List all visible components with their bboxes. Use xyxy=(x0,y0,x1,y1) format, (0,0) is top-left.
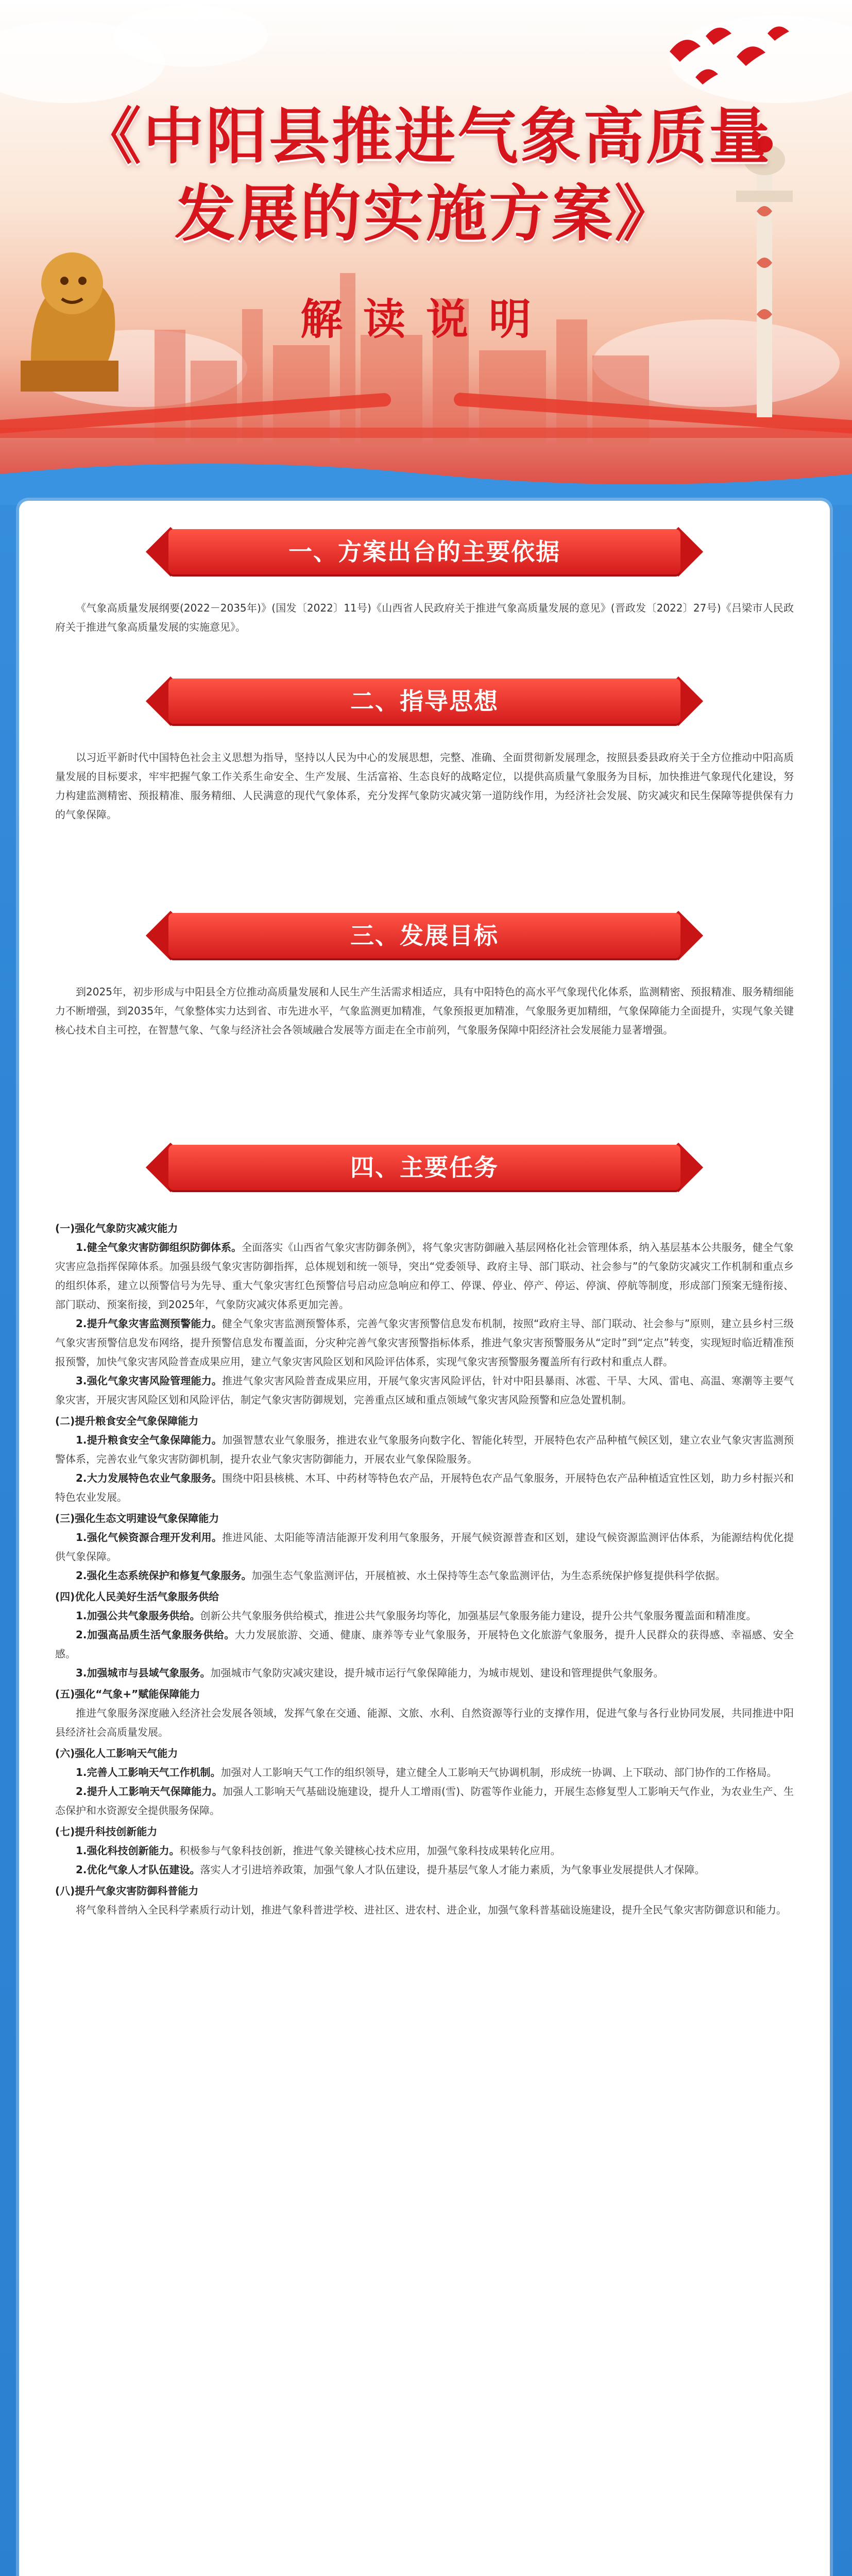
section-heading-tasks xyxy=(168,1145,680,1190)
section-body-goals xyxy=(55,982,794,1040)
item-lead: 2.加强高品质生活气象服务供给。 xyxy=(76,1629,235,1641)
paragraph xyxy=(55,1860,794,1879)
item-text: 加强城市气象防灾减灾建设，提升城市运行气象保障能力，为城市规划、建设和管理提供气象服务。 xyxy=(210,1667,664,1679)
paragraph xyxy=(55,1841,794,1860)
item-lead: 3.强化气象灾害风险管理能力。 xyxy=(76,1375,223,1387)
section-heading-goals xyxy=(168,913,680,958)
subsection-heading: (七)提升科技创新能力 xyxy=(55,1825,158,1838)
section-title: 一、方案出台的主要依据 xyxy=(288,538,560,566)
paragraph xyxy=(55,1704,794,1742)
subsection-heading: (八)提升气象灾害防御科普能力 xyxy=(55,1885,199,1897)
item-text: 落实人才引进培养政策，加强气象人才队伍建设，提升基层气象人才能力素质，为气象事业发展提供人才保障。 xyxy=(200,1863,705,1876)
paragraph xyxy=(55,1763,794,1782)
item-lead: 1.完善人工影响天气工作机制。 xyxy=(76,1766,221,1778)
item-text: 加强对人工影响天气工作的组织领导，建立健全人工影响天气协调机制，形成统一协调、上下联动、部门协作的工作格局。 xyxy=(220,1766,777,1778)
item-lead: 1.提升粮食安全气象保障能力。 xyxy=(76,1434,223,1446)
item-text: 大力发展旅游、交通、健康、康养等专业气象服务，开展特色文化旅游气象服务，提升人民群众的获得感、幸福感、安全感。 xyxy=(55,1629,794,1660)
item-text: 加强智慧农业气象服务，推进农业气象服务向数字化、智能化转型，开展特色农产品种植气候区划，建立农业气象灾害监测预警体系，完善农业气象灾害防御机制，提升农业气象灾害防御能力，开展农业气象保险服务。 xyxy=(55,1434,794,1465)
item-lead: 2.提升人工影响天气保障能力。 xyxy=(76,1785,223,1798)
city-silhouette xyxy=(361,335,422,443)
paragraph xyxy=(55,1371,794,1410)
paragraph xyxy=(55,1238,794,1314)
title-line-1: 《中阳县推进气象高质量 xyxy=(80,100,772,172)
wave-divider xyxy=(0,453,852,505)
subsection-heading: (二)提升粮食安全气象保障能力 xyxy=(55,1415,199,1427)
paragraph xyxy=(55,1606,794,1625)
header-banner xyxy=(0,0,852,505)
item-lead: 2.大力发展特色农业气象服务。 xyxy=(76,1472,223,1484)
section-heading-basis xyxy=(168,529,680,574)
city-silhouette xyxy=(155,330,185,443)
paragraph xyxy=(55,1664,794,1683)
paragraph xyxy=(55,1528,794,1566)
section-body-tasks xyxy=(55,1217,794,1920)
item-text: 推进气象灾害风险普查成果应用，开展气象灾害风险评估，针对中阳县暴雨、冰雹、干旱、大风、雷电、高温、寒潮等主要气象灾害，开展灾害风险区划和风险评估，制定气象灾害防御规划，完善重点区域和重点领域气象灾害风险预警和应急处置机制。 xyxy=(55,1375,794,1406)
item-text: 将气象科普纳入全民科学素质行动计划，推进气象科普进学校、进社区、进农村、进企业，加强气象科普基础设施建设，提升全民气象灾害防御意识和能力。 xyxy=(76,1904,787,1916)
item-lead: 1.加强公共气象服务供给。 xyxy=(76,1609,200,1622)
doves-icon xyxy=(664,21,798,93)
item-text: 加强人工影响天气基础设施建设，提升人工增雨(雪)、防雹等作业能力，开展生态修复型人工影响天气作业，为农业生产、生态保护和水资源安全提供服务保障。 xyxy=(55,1785,794,1817)
item-text: 创新公共气象服务供给模式，推进公共气象服务均等化，加强基层气象服务能力建设，提升公共气象服务覆盖面和精准度。 xyxy=(200,1609,757,1622)
section-title: 四、主要任务 xyxy=(350,1154,499,1181)
paragraph: 《气象高质量发展纲要(2022－2035年)》(国发〔2022〕11号)《山西省人民政府关于推进气象高质量发展的意见》(晋政发〔2022〕27号)《吕梁市人民政府关于推进气象高质量发展的实施意见》。 xyxy=(55,602,794,633)
content-panel xyxy=(19,501,830,2576)
subsection-heading: (四)优化人民美好生活气象服务供给 xyxy=(55,1590,219,1603)
section-body-basis xyxy=(55,599,794,637)
paragraph xyxy=(55,1901,794,1920)
paragraph xyxy=(55,1782,794,1820)
item-lead: 2.强化生态系统保护和修复气象服务。 xyxy=(76,1569,252,1582)
paragraph xyxy=(55,1431,794,1469)
section-title: 二、指导思想 xyxy=(350,687,499,715)
subtitle: 解读说明 xyxy=(300,295,552,344)
paragraph xyxy=(55,1625,794,1664)
item-lead: 1.强化科技创新能力。 xyxy=(76,1844,180,1857)
item-text: 积极参与气象科技创新，推进气象关键核心技术应用，加强气象科技成果转化应用。 xyxy=(179,1844,561,1857)
subsection-heading: (五)强化“气象+”赋能保障能力 xyxy=(55,1688,200,1700)
item-lead: 3.加强城市与县域气象服务。 xyxy=(76,1667,211,1679)
ribbon-decoration xyxy=(0,428,852,438)
item-text: 全面落实《山西省气象灾害防御条例》，将气象灾害防御融入基层网格化社会管理体系，纳入基层基本公共服务，健全气象灾害应急指挥保障体系。加强县级气象灾害防御指挥，总体规划和统一领导，突出“党委领导、政府主导、部门联动、社会参与”的气象防灾减灾工作机制和重点乡的组织体系，建立以预警信号为先导、重大气象灾害红色预警信号启动应急响应和停工、停课、停业、停产、停运、停演、停航等制度，形成部门预案无缝衔接、部门联动、预案衔接，到2025年，气象防灾减灾体系更加完善。 xyxy=(55,1241,794,1311)
item-lead: 2.提升气象灾害监测预警能力。 xyxy=(76,1317,222,1330)
paragraph xyxy=(55,1314,794,1371)
item-text: 健全气象灾害监测预警体系，完善气象灾害预警信息发布机制，按照“政府主导、部门联动、社会参与”原则，建立县乡村三级气象灾害预警信息发布网络，提升预警信息发布覆盖面，分灾种完善气象灾害预警指标体系，推进气象灾害预警服务从“定时”到“定点”转变，实现短时临近精准预报预警，加快气象灾害风险普查成果应用，建立气象灾害风险区划和风险评估体系，实现气象灾害预警服务覆盖所有行政村和重点人群。 xyxy=(55,1317,794,1368)
section-body-guidance xyxy=(55,748,794,824)
item-text: 加强生态气象监测评估，开展植被、水土保持等生态气象监测评估，为生态系统保护修复提供科学依据。 xyxy=(251,1569,726,1582)
title-line-2: 发展的实施方案》 xyxy=(174,178,677,249)
subsection-heading: (六)强化人工影响天气能力 xyxy=(55,1747,178,1759)
paragraph xyxy=(55,1566,794,1585)
subsection-heading: (一)强化气象防灾减灾能力 xyxy=(55,1222,178,1234)
section-heading-guidance xyxy=(168,679,680,724)
item-lead: 2.优化气象人才队伍建设。 xyxy=(76,1863,200,1876)
subsection-heading: (三)强化生态文明建设气象保障能力 xyxy=(55,1512,219,1524)
item-text: 围绕中阳县核桃、木耳、中药材等特色农产品，开展特色农产品气象服务，开展特色农产品种植适宜性区划，助力乡村振兴和特色农业发展。 xyxy=(55,1472,794,1503)
item-text: 推进气象服务深度融入经济社会发展各领域，发挥气象在交通、能源、文旅、水利、自然资源等行业的支撑作用，促进气象与各行业协同发展，共同推进中阳县经济社会高质量发展。 xyxy=(55,1707,794,1738)
section-title: 三、发展目标 xyxy=(350,922,499,950)
cloud-decoration xyxy=(113,5,268,67)
paragraph xyxy=(55,1469,794,1507)
item-text: 推进风能、太阳能等清洁能源开发利用气象服务，开展气候资源普查和区划，建设气候资源监测评估体系，为能源结构优化提供气象保障。 xyxy=(55,1531,794,1563)
item-lead: 1.健全气象灾害防御组织防御体系。 xyxy=(76,1241,242,1253)
paragraph: 以习近平新时代中国特色社会主义思想为指导，坚持以人民为中心的发展思想，完整、准确、全面贯彻新发展理念，按照县委县政府关于全方位推动中阳高质量发展的目标要求，牢牢把握气象工作关系生命安全、生产发展、生活富裕、生态良好的战略定位，以提供高质量气象服务为目标，加快推进气象现代化建设，努力构建监测精密、预报精准、服务精细、人民满意的现代气象体系，充分发挥气象防灾减灾第一道防线作用，为经济社会发展、防灾减灾和民生保障等提供保有力的气象保障。 xyxy=(55,751,794,821)
paragraph: 到2025年，初步形成与中阳县全方位推动高质量发展和人民生产生活需求相适应，具有中阳特色的高水平气象现代化体系，监测精密、预报精准、服务精细能力不断增强，到2035年，气象整体实力达到省、市先进水平，气象监测更加精准，气象预报更加精准，气象服务更加精细，气象保障能力全面提升，实现气象关键核心技术自主可控，在智慧气象、气象与经济社会各领域融合发展等方面走在全市前列，气象服务保障中阳经济社会发展能力显著增强。 xyxy=(55,986,794,1036)
item-lead: 1.强化气候资源合理开发利用。 xyxy=(76,1531,223,1544)
